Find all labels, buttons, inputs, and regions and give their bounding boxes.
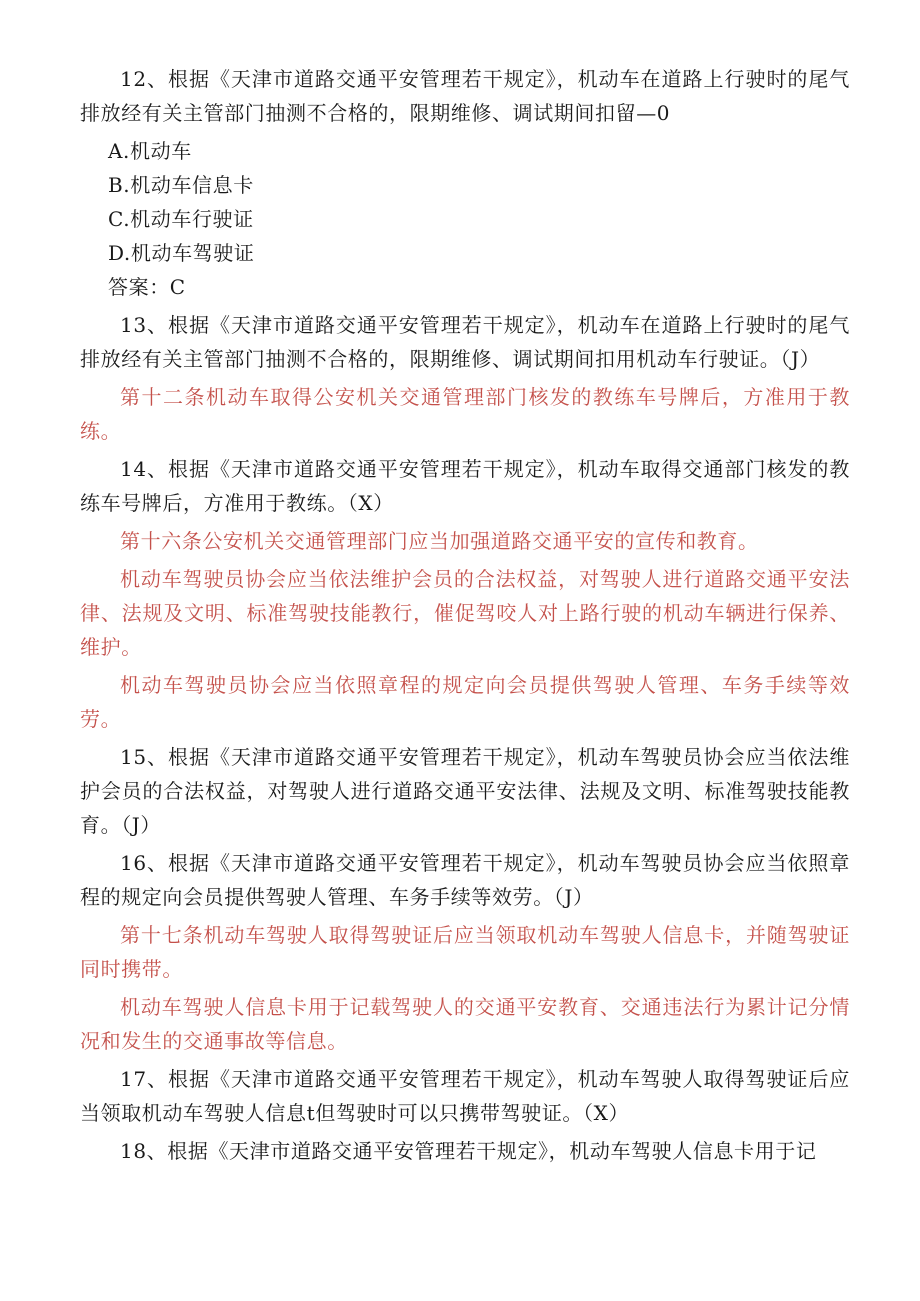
question-12: 12、根据《天津市道路交通平安管理若干规定》，机动车在道路上行驶时的尾气排放经有关主管部门抽测不合格的，限期维修、调试期间扣留—0 [80, 67, 850, 125]
question-17: 17、根据《天津市道路交通平安管理若干规定》，机动车驾驶人取得驾驶证后应当领取机动车驾驶人信息t但驾驶时可以只携带驾驶证。（X） [80, 1067, 850, 1125]
article-16-note: 第十六条公安机关交通管理部门应当加强道路交通平安的宣传和教育。 [120, 529, 759, 553]
question-16: 16、根据《天津市道路交通平安管理若干规定》，机动车驾驶员协会应当依照章程的规定向会员提供驾驶人管理、车务手续等效劳。（J） [80, 851, 850, 909]
option-d: D.机动车驾驶证 [108, 241, 255, 265]
article-17-note: 第十七条机动车驾驶人取得驾驶证后应当领取机动车驾驶人信息卡，并随驾驶证同时携带。 [80, 923, 850, 981]
question-13: 13、根据《天津市道路交通平安管理若干规定》，机动车在道路上行驶时的尾气排放经有关主管部门抽测不合格的，限期维修、调试期间扣用机动车行驶证。（J） [80, 313, 850, 371]
option-b: B.机动车信息卡 [108, 173, 254, 197]
article-16-note-2: 机动车驾驶员协会应当依法维护会员的合法权益，对驾驶人进行道路交通平安法律、法规及文明、标准驾驶技能教行，催促驾咬人对上路行驶的机动车辆进行保养、维护。 [80, 567, 850, 659]
article-17-note-2: 机动车驾驶人信息卡用于记载驾驶人的交通平安教育、交通违法行为累计记分情况和发生的交通事故等信息。 [80, 995, 850, 1053]
answer-12: 答案：C [108, 275, 186, 299]
question-15: 15、根据《天津市道路交通平安管理若干规定》，机动车驾驶员协会应当依法维护会员的合法权益，对驾驶人进行道路交通平安法律、法规及文明、标准驾驶技能教育。（J） [80, 745, 850, 837]
document-body [80, 62, 850, 1172]
option-c: C.机动车行驶证 [108, 207, 254, 231]
question-18: 18、根据《天津市道路交通平安管理若干规定》，机动车驾驶人信息卡用于记 [120, 1139, 817, 1163]
article-16-note-3: 机动车驾驶员协会应当依照章程的规定向会员提供驾驶人管理、车务手续等效劳。 [80, 673, 850, 731]
question-14: 14、根据《天津市道路交通平安管理若干规定》，机动车取得交通部门核发的教练车号牌后，方准用于教练。（X） [80, 457, 850, 515]
option-a: A.机动车 [108, 139, 192, 163]
article-12-note: 第十二条机动车取得公安机关交通管理部门核发的教练车号牌后，方准用于教练。 [80, 385, 850, 443]
